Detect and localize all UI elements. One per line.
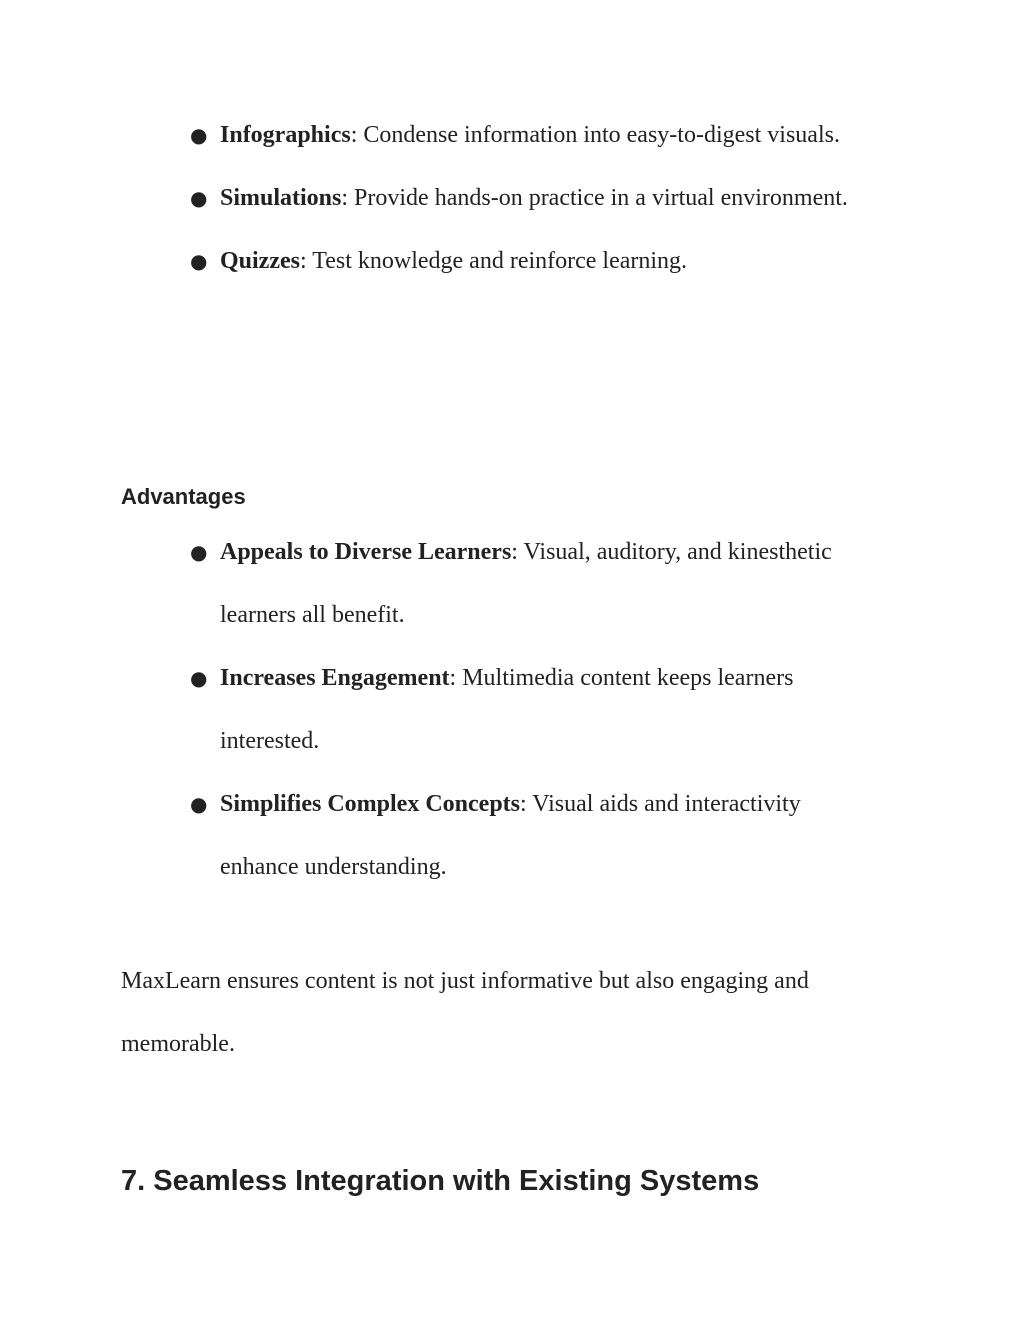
- list-item: [0, 104, 880, 167]
- list-item: [0, 230, 880, 293]
- list-item-term: Appeals to Diverse Learners: [220, 539, 512, 565]
- bullet-icon: ●: [190, 792, 208, 816]
- list-item-description: : Multimedia content keeps learners interested.: [220, 665, 794, 754]
- bullet-icon: ●: [190, 540, 208, 564]
- summary-paragraph: MaxLearn ensures content is not just informative but also engaging and memorable.: [121, 968, 809, 1057]
- list-item-term: Infographics: [220, 122, 351, 148]
- content-format-list: [0, 104, 1024, 293]
- list-item-term: Quizzes: [220, 248, 300, 274]
- bullet-icon: ●: [190, 249, 208, 273]
- list-item-term: Increases Engagement: [220, 665, 450, 691]
- list-item: [0, 647, 880, 773]
- list-item-description: : Test knowledge and reinforce learning.: [299, 248, 688, 274]
- list-item: [0, 167, 880, 230]
- list-item-term: Simplifies Complex Concepts: [220, 791, 520, 817]
- list-item-description: : Condense information into easy-to-digest visuals.: [350, 122, 840, 148]
- list-item-term: Simulations: [220, 185, 342, 211]
- section-heading: 7. Seamless Integration with Existing Systems: [121, 1165, 760, 1197]
- advantages-list: [0, 521, 1024, 899]
- bullet-icon: ●: [190, 666, 208, 690]
- bullet-icon: ●: [190, 186, 208, 210]
- advantages-heading: Advantages: [121, 484, 246, 509]
- list-item-description: : Provide hands-on practice in a virtual environment.: [341, 185, 848, 211]
- bullet-icon: ●: [190, 123, 208, 147]
- list-item: [0, 773, 880, 899]
- list-item: [0, 521, 880, 647]
- list-item-description: : Visual aids and interactivity enhance understanding.: [220, 791, 801, 880]
- list-item-description: : Visual, auditory, and kinesthetic learners all benefit.: [220, 539, 832, 628]
